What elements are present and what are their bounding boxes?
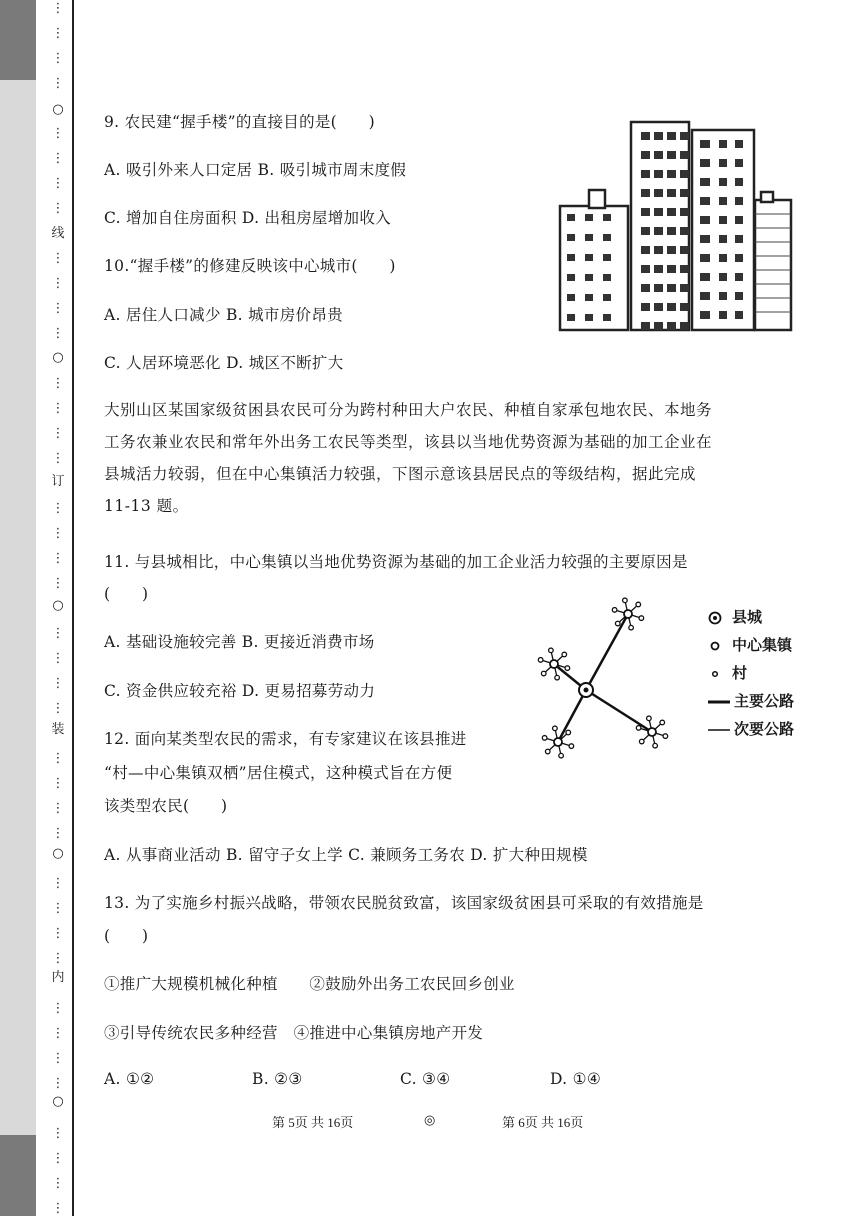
binding-dot: ⋮ <box>51 501 65 516</box>
village-symbol <box>660 720 665 725</box>
q11-stem: 11. 与县城相比，中心集镇以当地优势资源为基础的加工企业活力较强的主要原因是 <box>104 553 688 571</box>
binding-dot: ⋮ <box>51 151 65 166</box>
binding-character: 装 <box>51 722 65 737</box>
q9-options-cd: C. 增加自住房面积 D. 出租房屋增加收入 <box>104 209 391 227</box>
settlement-hierarchy-diagram <box>518 580 698 780</box>
binding-dot: ⋮ <box>51 876 65 891</box>
village-symbol <box>629 625 634 630</box>
binding-dot: ⋮ <box>51 451 65 466</box>
footer-page-left: 第 5页 共 16页 <box>272 1115 354 1130</box>
q9-stem: 9. 农民建“握手楼”的直接目的是( ) <box>104 113 375 131</box>
village-symbol <box>615 621 620 626</box>
q13-option-a: A. ①② <box>104 1070 155 1088</box>
binding-dot: ⋮ <box>51 201 65 216</box>
village-symbol <box>562 652 567 657</box>
margin-dark-block-bottom <box>0 1135 36 1216</box>
passage-line: 工务农兼业农民和常年外出务工农民等类型，该县以当地优势资源为基础的加工企业在 <box>104 433 713 451</box>
binding-dot: ⋮ <box>51 1076 65 1091</box>
q13-option-c: C. ③④ <box>400 1070 451 1088</box>
binding-dot: ⋮ <box>51 1 65 16</box>
binding-dot: ⋮ <box>51 751 65 766</box>
binding-dot: ⋮ <box>51 176 65 191</box>
village-symbol <box>653 743 658 748</box>
binding-dot: ⋮ <box>51 1051 65 1066</box>
town-symbol-icon <box>708 638 730 654</box>
q10-options-cd: C. 人居环境恶化 D. 城区不断扩大 <box>104 354 344 372</box>
binding-circle: ○ <box>52 1094 64 1109</box>
binding-dot: ⋮ <box>51 626 65 641</box>
binding-circle: ○ <box>52 350 64 365</box>
q10-stem: 10.“握手楼”的修建反映该中心城市( ) <box>104 257 396 275</box>
village-symbol <box>545 749 550 754</box>
q13-blank: ( ) <box>104 927 149 945</box>
binding-dot: ⋮ <box>51 1026 65 1041</box>
village-symbol <box>569 744 574 749</box>
village-symbol <box>566 730 571 735</box>
binding-dot: ⋮ <box>51 1001 65 1016</box>
village-symbol <box>559 753 564 758</box>
passage <box>104 394 764 522</box>
q12-options: A. 从事商业活动 B. 留守子女上学 C. 兼顾务工务农 D. 扩大种田规模 <box>104 846 588 864</box>
binding-dot: ⋮ <box>51 826 65 841</box>
binding-dot: ⋮ <box>51 926 65 941</box>
binding-dot: ⋮ <box>51 651 65 666</box>
central-town-symbol <box>648 728 656 736</box>
passage-line: 11-13 题。 <box>104 497 189 515</box>
binding-dot: ⋮ <box>51 401 65 416</box>
q12-line1: 12. 面向某类型农民的需求，有专家建议在该县推进 <box>104 730 467 748</box>
passage-line: 大别山区某国家级贫困县农民可分为跨村种田大户农民、种植自家承包地农民、本地务 <box>104 401 713 419</box>
footer-center-mark: ◎ <box>424 1112 436 1127</box>
central-town-symbol <box>554 738 562 746</box>
binding-dot: ⋮ <box>51 576 65 591</box>
q13-stem: 13. 为了实施乡村振兴战略，带领农民脱贫致富，该国家级贫困县可采取的有效措施是 <box>104 894 704 912</box>
binding-circle: ○ <box>52 598 64 613</box>
q13-option-d: D. ①④ <box>550 1070 602 1088</box>
village-symbol <box>555 675 560 680</box>
binding-dot: ⋮ <box>51 801 65 816</box>
binding-dot: ⋮ <box>51 1201 65 1216</box>
village-symbol <box>553 726 558 731</box>
village-symbol <box>623 598 628 603</box>
village-symbol <box>647 716 652 721</box>
binding-character: 线 <box>51 226 65 241</box>
central-town-symbol <box>624 610 632 618</box>
binding-dot: ⋮ <box>51 76 65 91</box>
binding-dot: ⋮ <box>51 901 65 916</box>
binding-character: 订 <box>51 474 65 489</box>
main-road-symbol-icon <box>708 694 730 710</box>
binding-dot: ⋮ <box>51 326 65 341</box>
binding-dot: ⋮ <box>51 776 65 791</box>
binding-dot: ⋮ <box>51 1151 65 1166</box>
village-symbol <box>636 726 641 731</box>
q13-option-b: B. ②③ <box>252 1070 303 1088</box>
binding-dot: ⋮ <box>51 376 65 391</box>
village-symbol <box>636 602 641 607</box>
village-symbol <box>565 666 570 671</box>
q12-line2: “村—中心集镇双栖”居住模式，这种模式旨在方便 <box>104 764 453 782</box>
q11-options-ab: A. 基础设施较完善 B. 更接近消费市场 <box>104 633 375 651</box>
binding-dotted-line <box>49 0 67 1216</box>
q9-options-ab: A. 吸引外来人口定居 B. 吸引城市周末度假 <box>104 161 407 179</box>
margin-border-line <box>72 0 74 1216</box>
binding-dot: ⋮ <box>51 301 65 316</box>
binding-dot: ⋮ <box>51 1126 65 1141</box>
village-symbol <box>549 648 554 653</box>
binding-dot: ⋮ <box>51 51 65 66</box>
passage-line: 县城活力较弱，但在中心集镇活力较强，下图示意该县居民点的等级结构，据此完成 <box>104 465 697 483</box>
binding-dot: ⋮ <box>51 251 65 266</box>
binding-dot: ⋮ <box>51 526 65 541</box>
village-symbol <box>538 658 543 663</box>
village-symbol-icon <box>708 666 730 682</box>
footer-page-right: 第 6页 共 16页 <box>502 1115 584 1130</box>
binding-character: 内 <box>51 970 65 985</box>
handshake-buildings-image <box>555 118 795 332</box>
binding-circle: ○ <box>52 846 64 861</box>
binding-dot: ⋮ <box>51 126 65 141</box>
village-symbol <box>639 616 644 621</box>
county-symbol-icon <box>708 610 730 626</box>
q10-options-ab: A. 居住人口减少 B. 城市房价昂贵 <box>104 306 343 324</box>
secondary-road-symbol-icon <box>708 722 730 738</box>
village-symbol <box>542 736 547 741</box>
binding-dot: ⋮ <box>51 26 65 41</box>
binding-dot: ⋮ <box>51 676 65 691</box>
binding-dot: ⋮ <box>51 426 65 441</box>
village-symbol <box>663 734 668 739</box>
village-symbol <box>639 739 644 744</box>
binding-circle: ○ <box>52 102 64 117</box>
binding-dot: ⋮ <box>51 551 65 566</box>
village-symbol <box>612 608 617 613</box>
binding-dot: ⋮ <box>51 701 65 716</box>
central-town-symbol <box>550 660 558 668</box>
q11-blank: ( ) <box>104 585 149 603</box>
binding-dot: ⋮ <box>51 276 65 291</box>
q13-items-1-2: ①推广大规模机械化种植 ②鼓励外出务工农民回乡创业 <box>104 975 515 993</box>
binding-margin <box>0 0 36 1216</box>
q13-items-3-4: ③引导传统农民多种经营 ④推进中心集镇房地产开发 <box>104 1024 484 1042</box>
q12-line3: 该类型农民( ) <box>104 797 228 815</box>
binding-dot: ⋮ <box>51 951 65 966</box>
q11-options-cd: C. 资金供应较充裕 D. 更易招募劳动力 <box>104 682 376 700</box>
margin-dark-block-top <box>0 0 36 80</box>
village-symbol <box>541 671 546 676</box>
binding-dot: ⋮ <box>51 1176 65 1191</box>
